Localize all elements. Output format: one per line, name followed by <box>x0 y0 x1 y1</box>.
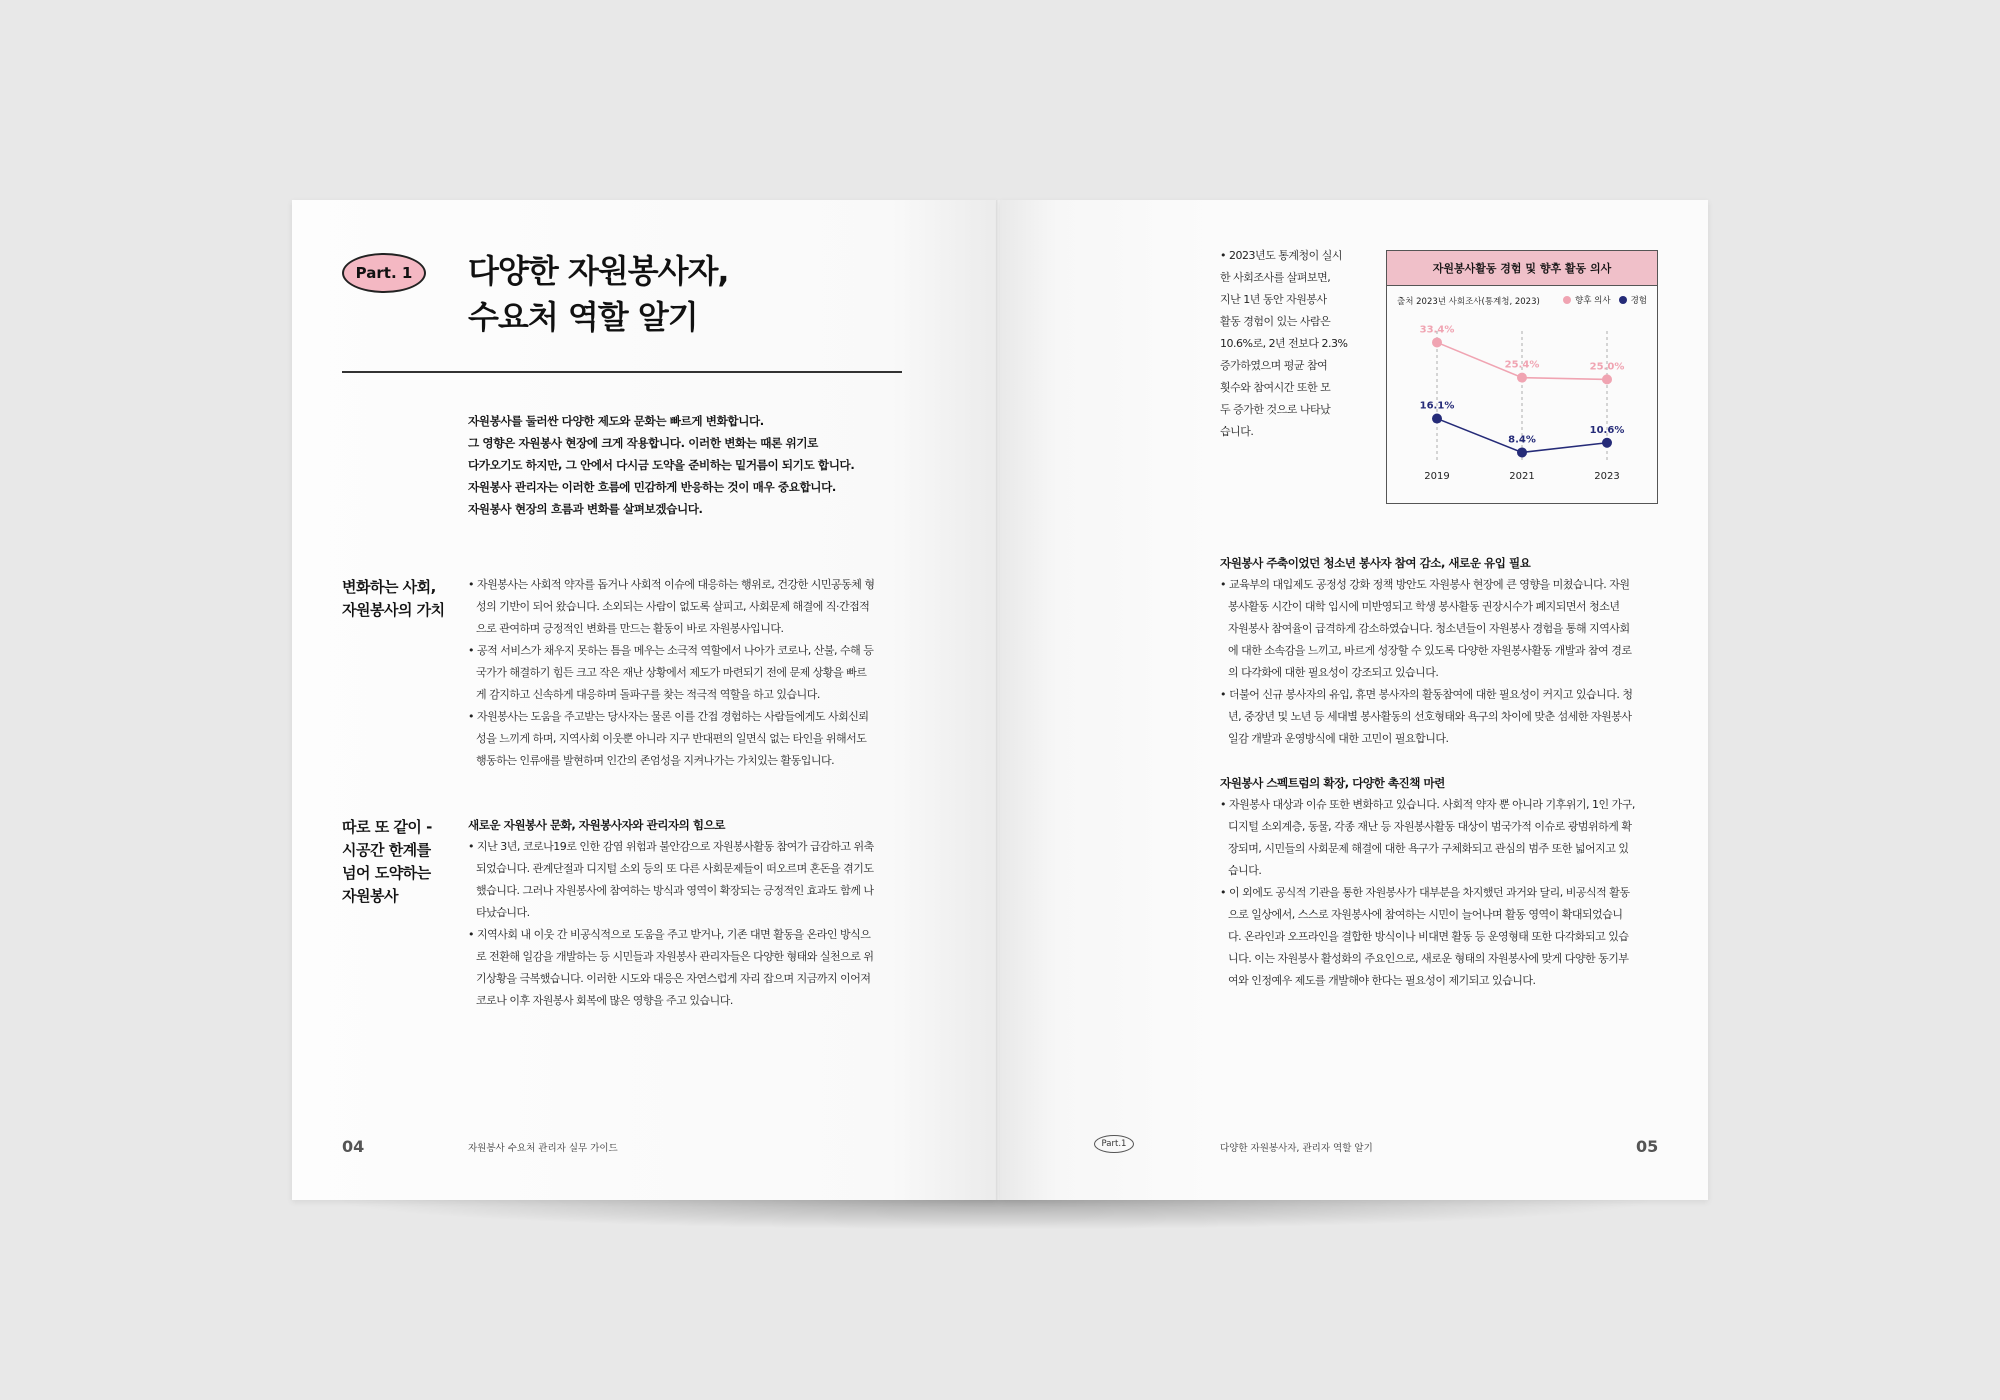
text-line: 장되며, 시민들의 사회문제 해결에 대한 욕구가 구체화되고 관심의 범주 또한 넓어지고 있 <box>1228 842 1629 855</box>
section-heading-together <box>342 816 452 908</box>
footer-part-badge: Part.1 <box>1094 1135 1134 1153</box>
text-line: 활동 경험이 있는 사람은 <box>1220 315 1331 328</box>
data-point <box>1432 337 1442 347</box>
data-label: 25.0% <box>1589 361 1625 373</box>
section-body-together <box>468 814 904 1012</box>
section-subheading: 자원봉사 스펙트럼의 확장, 다양한 촉진책 마련 <box>1220 776 1445 790</box>
data-point <box>1602 438 1612 448</box>
text-line: • 2023년도 통계청이 실시 <box>1220 249 1342 262</box>
legend-marker <box>1563 296 1571 304</box>
text-line: 습니다. <box>1228 864 1262 877</box>
section-body-spectrum <box>1220 772 1656 992</box>
text-line: 디지털 소외계층, 동물, 각종 재난 등 자원봉사활동 대상이 범국가적 이슈로 광범위하게 확 <box>1228 820 1632 833</box>
page-number: 04 <box>342 1137 365 1156</box>
page-title <box>468 248 948 340</box>
text-line: 자원봉사 현장의 흐름과 변화를 살펴보겠습니다. <box>468 502 703 516</box>
text-line: 여와 인정예우 제도를 개발해야 한다는 필요성이 제기되고 있습니다. <box>1228 974 1536 987</box>
text-line: 의 다각화에 대한 필요성이 강조되고 있습니다. <box>1228 666 1439 679</box>
section-body-youth <box>1220 552 1656 750</box>
text-line: • 자원봉사는 사회적 약자를 돕거나 사회적 이슈에 대응하는 행위로, 건강한 시민공동체 형 <box>468 578 875 591</box>
text-line: • 자원봉사 대상과 이슈 또한 변화하고 있습니다. 사회적 약자 뿐 아니라 기후위기, 1인 가구, <box>1220 798 1635 811</box>
text-line: 타났습니다. <box>476 906 530 919</box>
text-line: 넘어 도약하는 <box>342 864 431 882</box>
data-point <box>1602 374 1612 384</box>
text-line: 년, 중장년 및 노년 등 세대별 봉사활동의 선호형태와 욕구의 차이에 맞춘 섬세한 자원봉사 <box>1228 710 1632 723</box>
data-point <box>1517 447 1527 457</box>
text-line: • 지난 3년, 코로나19로 인한 감염 위험과 불안감으로 자원봉사활동 참여가 급감하고 위축 <box>468 840 874 853</box>
x-tick-label: 2023 <box>1594 471 1620 482</box>
statistics-intro <box>1220 245 1370 443</box>
chart-legend <box>1563 294 1647 306</box>
left-page <box>292 200 998 1200</box>
data-label: 8.4% <box>1508 434 1536 446</box>
text-line: 자원봉사 참여율이 급격하게 감소하였습니다. 청소년들이 자원봉사 경험을 통해 지역사회 <box>1228 622 1630 635</box>
text-line: 두 증가한 것으로 나타났 <box>1220 403 1331 416</box>
text-line: 기상황을 극복했습니다. 이러한 시도와 대응은 자연스럽게 자리 잡으며 지금까지 이어져 <box>476 972 871 985</box>
text-line: 습니다. <box>1220 425 1254 438</box>
text-line: 일감 개발과 운영방식에 대한 고민이 필요합니다. <box>1228 732 1449 745</box>
legend-label: 향후 의사 <box>1575 296 1611 306</box>
intro-paragraph <box>468 410 898 520</box>
text-line: • 교육부의 대입제도 공정성 강화 정책 방안도 자원봉사 현장에 큰 영향을 미쳤습니다. 자원 <box>1220 578 1630 591</box>
page-title-line: 다양한 자원봉사자, <box>468 252 729 290</box>
legend-label: 경험 <box>1630 296 1647 306</box>
text-line: 자원봉사 <box>342 887 398 905</box>
text-line: 다. 온라인과 오프라인을 결합한 방식이나 비대면 활동 등 운영형태 또한 다각화되고 있습 <box>1228 930 1629 943</box>
text-line: 그 영향은 자원봉사 현장에 크게 작용합니다. 이러한 변화는 때론 위기로 <box>468 436 818 450</box>
text-line: 했습니다. 그러나 자원봉사에 참여하는 방식과 영역이 확장되는 긍정적인 효과도 함께 나 <box>476 884 874 897</box>
text-line: 니다. 이는 자원봉사 활성화의 주요인으로, 새로운 형태의 자원봉사에 맞게 다양한 동기부 <box>1228 952 1629 965</box>
part-badge: Part. 1 <box>342 253 426 293</box>
text-line: • 자원봉사는 도움을 주고받는 당사자는 물론 이를 간접 경험하는 사람들에게도 사회신뢰 <box>468 710 869 723</box>
data-point <box>1517 373 1527 383</box>
page-number: 05 <box>1636 1137 1659 1156</box>
text-line: 자원봉사를 둘러싼 다양한 제도와 문화는 빠르게 변화합니다. <box>468 414 764 428</box>
text-line: 행동하는 인류애를 발현하며 인간의 존엄성을 지켜나가는 가치있는 활동입니다. <box>476 754 835 767</box>
text-line: 다가오기도 하지만, 그 안에서 다시금 도약을 준비하는 밑거름이 되기도 합니다. <box>468 458 855 472</box>
data-label: 10.6% <box>1589 424 1625 436</box>
text-line: • 공적 서비스가 채우지 못하는 틈을 메우는 소극적 역할에서 나아가 코로나, 산불, 수해 등 <box>468 644 874 657</box>
legend-marker <box>1619 296 1627 304</box>
text-line: 시공간 한계를 <box>342 841 431 859</box>
text-line: 으로 관여하며 긍정적인 변화를 만드는 활동이 바로 자원봉사입니다. <box>476 622 784 635</box>
right-page <box>1000 200 1708 1200</box>
chart-plot <box>1387 311 1657 501</box>
text-line: • 지역사회 내 이웃 간 비공식적으로 도움을 주고 받거나, 기존 대면 활동을 온라인 방식으 <box>468 928 871 941</box>
text-line: 성을 느끼게 하며, 지역사회 이웃뿐 아니라 지구 반대편의 일면식 없는 타인을 위해서도 <box>476 732 867 745</box>
x-tick-label: 2019 <box>1424 471 1450 482</box>
line-chart <box>1386 250 1658 504</box>
text-line: 게 감지하고 신속하게 대응하며 돌파구를 찾는 적극적 역할을 하고 있습니다. <box>476 688 820 701</box>
text-line: 한 사회조사를 살펴보면, <box>1220 271 1331 284</box>
page-title-line: 수요처 역할 알기 <box>468 298 698 336</box>
section-body-changing-society <box>468 574 904 772</box>
text-line: 코로나 이후 자원봉사 회복에 많은 영향을 주고 있습니다. <box>476 994 733 1007</box>
text-line: 로 전환해 일감을 개발하는 등 시민들과 자원봉사 관리자들은 다양한 형태와 실천으로 위 <box>476 950 874 963</box>
data-label: 33.4% <box>1419 324 1455 336</box>
text-line: 따로 또 같이 - <box>342 818 432 836</box>
data-label: 25.4% <box>1504 359 1540 371</box>
data-point <box>1432 414 1442 424</box>
divider <box>342 371 902 373</box>
text-line: 횟수와 참여시간 또한 모 <box>1220 381 1331 394</box>
text-line: 에 대한 소속감을 느끼고, 바르게 성장할 수 있도록 다양한 자원봉사활동 개발과 참여 경로 <box>1228 644 1632 657</box>
chart-title: 자원봉사활동 경험 및 향후 활동 의사 <box>1387 251 1657 286</box>
text-line: 성의 기반이 되어 왔습니다. 소외되는 사람이 없도록 살피고, 사회문제 해결에 직·간접적 <box>476 600 870 613</box>
section-subheading: 새로운 자원봉사 문화, 자원봉사자와 관리자의 힘으로 <box>468 818 725 832</box>
data-label: 16.1% <box>1419 400 1455 412</box>
footer-title: 다양한 자원봉사자, 관리자 역할 알기 <box>1220 1143 1373 1154</box>
text-line: 지난 1년 동안 자원봉사 <box>1220 293 1327 306</box>
chart-source: 출처 2023년 사회조사(통계청, 2023) <box>1397 297 1540 307</box>
footer-title: 자원봉사 수요처 관리자 실무 가이드 <box>468 1143 618 1154</box>
text-line: • 이 외에도 공식적 기관을 통한 자원봉사가 대부분을 차지했던 과거와 달리, 비공식적 활동 <box>1220 886 1630 899</box>
text-line: 자원봉사 관리자는 이러한 흐름에 민감하게 반응하는 것이 매우 중요합니다. <box>468 480 836 494</box>
text-line: 되었습니다. 관계단절과 디지털 소외 등의 또 다른 사회문제들이 떠오르며 혼돈을 겪기도 <box>476 862 874 875</box>
text-line: 으로 일상에서, 스스로 자원봉사에 참여하는 시민이 늘어나며 활동 영역이 확대되었습니 <box>1228 908 1623 921</box>
text-line: 증가하였으며 평균 참여 <box>1220 359 1328 372</box>
section-subheading: 자원봉사 주축이었던 청소년 봉사자 참여 감소, 새로운 유입 필요 <box>1220 556 1531 570</box>
x-tick-label: 2021 <box>1509 471 1535 482</box>
text-line: 봉사활동 시간이 대학 입시에 미반영되고 학생 봉사활동 권장시수가 폐지되면서 청소년 <box>1228 600 1620 613</box>
text-line: 변화하는 사회, <box>342 578 436 596</box>
text-line: 국가가 해결하기 힘든 크고 작은 재난 상황에서 제도가 마련되기 전에 문제 상황을 빠르 <box>476 666 867 679</box>
text-line: • 더불어 신규 봉사자의 유입, 휴면 봉사자의 활동참여에 대한 필요성이 커지고 있습니다. 청 <box>1220 688 1633 701</box>
text-line: 10.6%로, 2년 전보다 2.3% <box>1220 337 1348 350</box>
text-line: 자원봉사의 가치 <box>342 601 445 619</box>
section-heading-changing-society <box>342 576 452 622</box>
